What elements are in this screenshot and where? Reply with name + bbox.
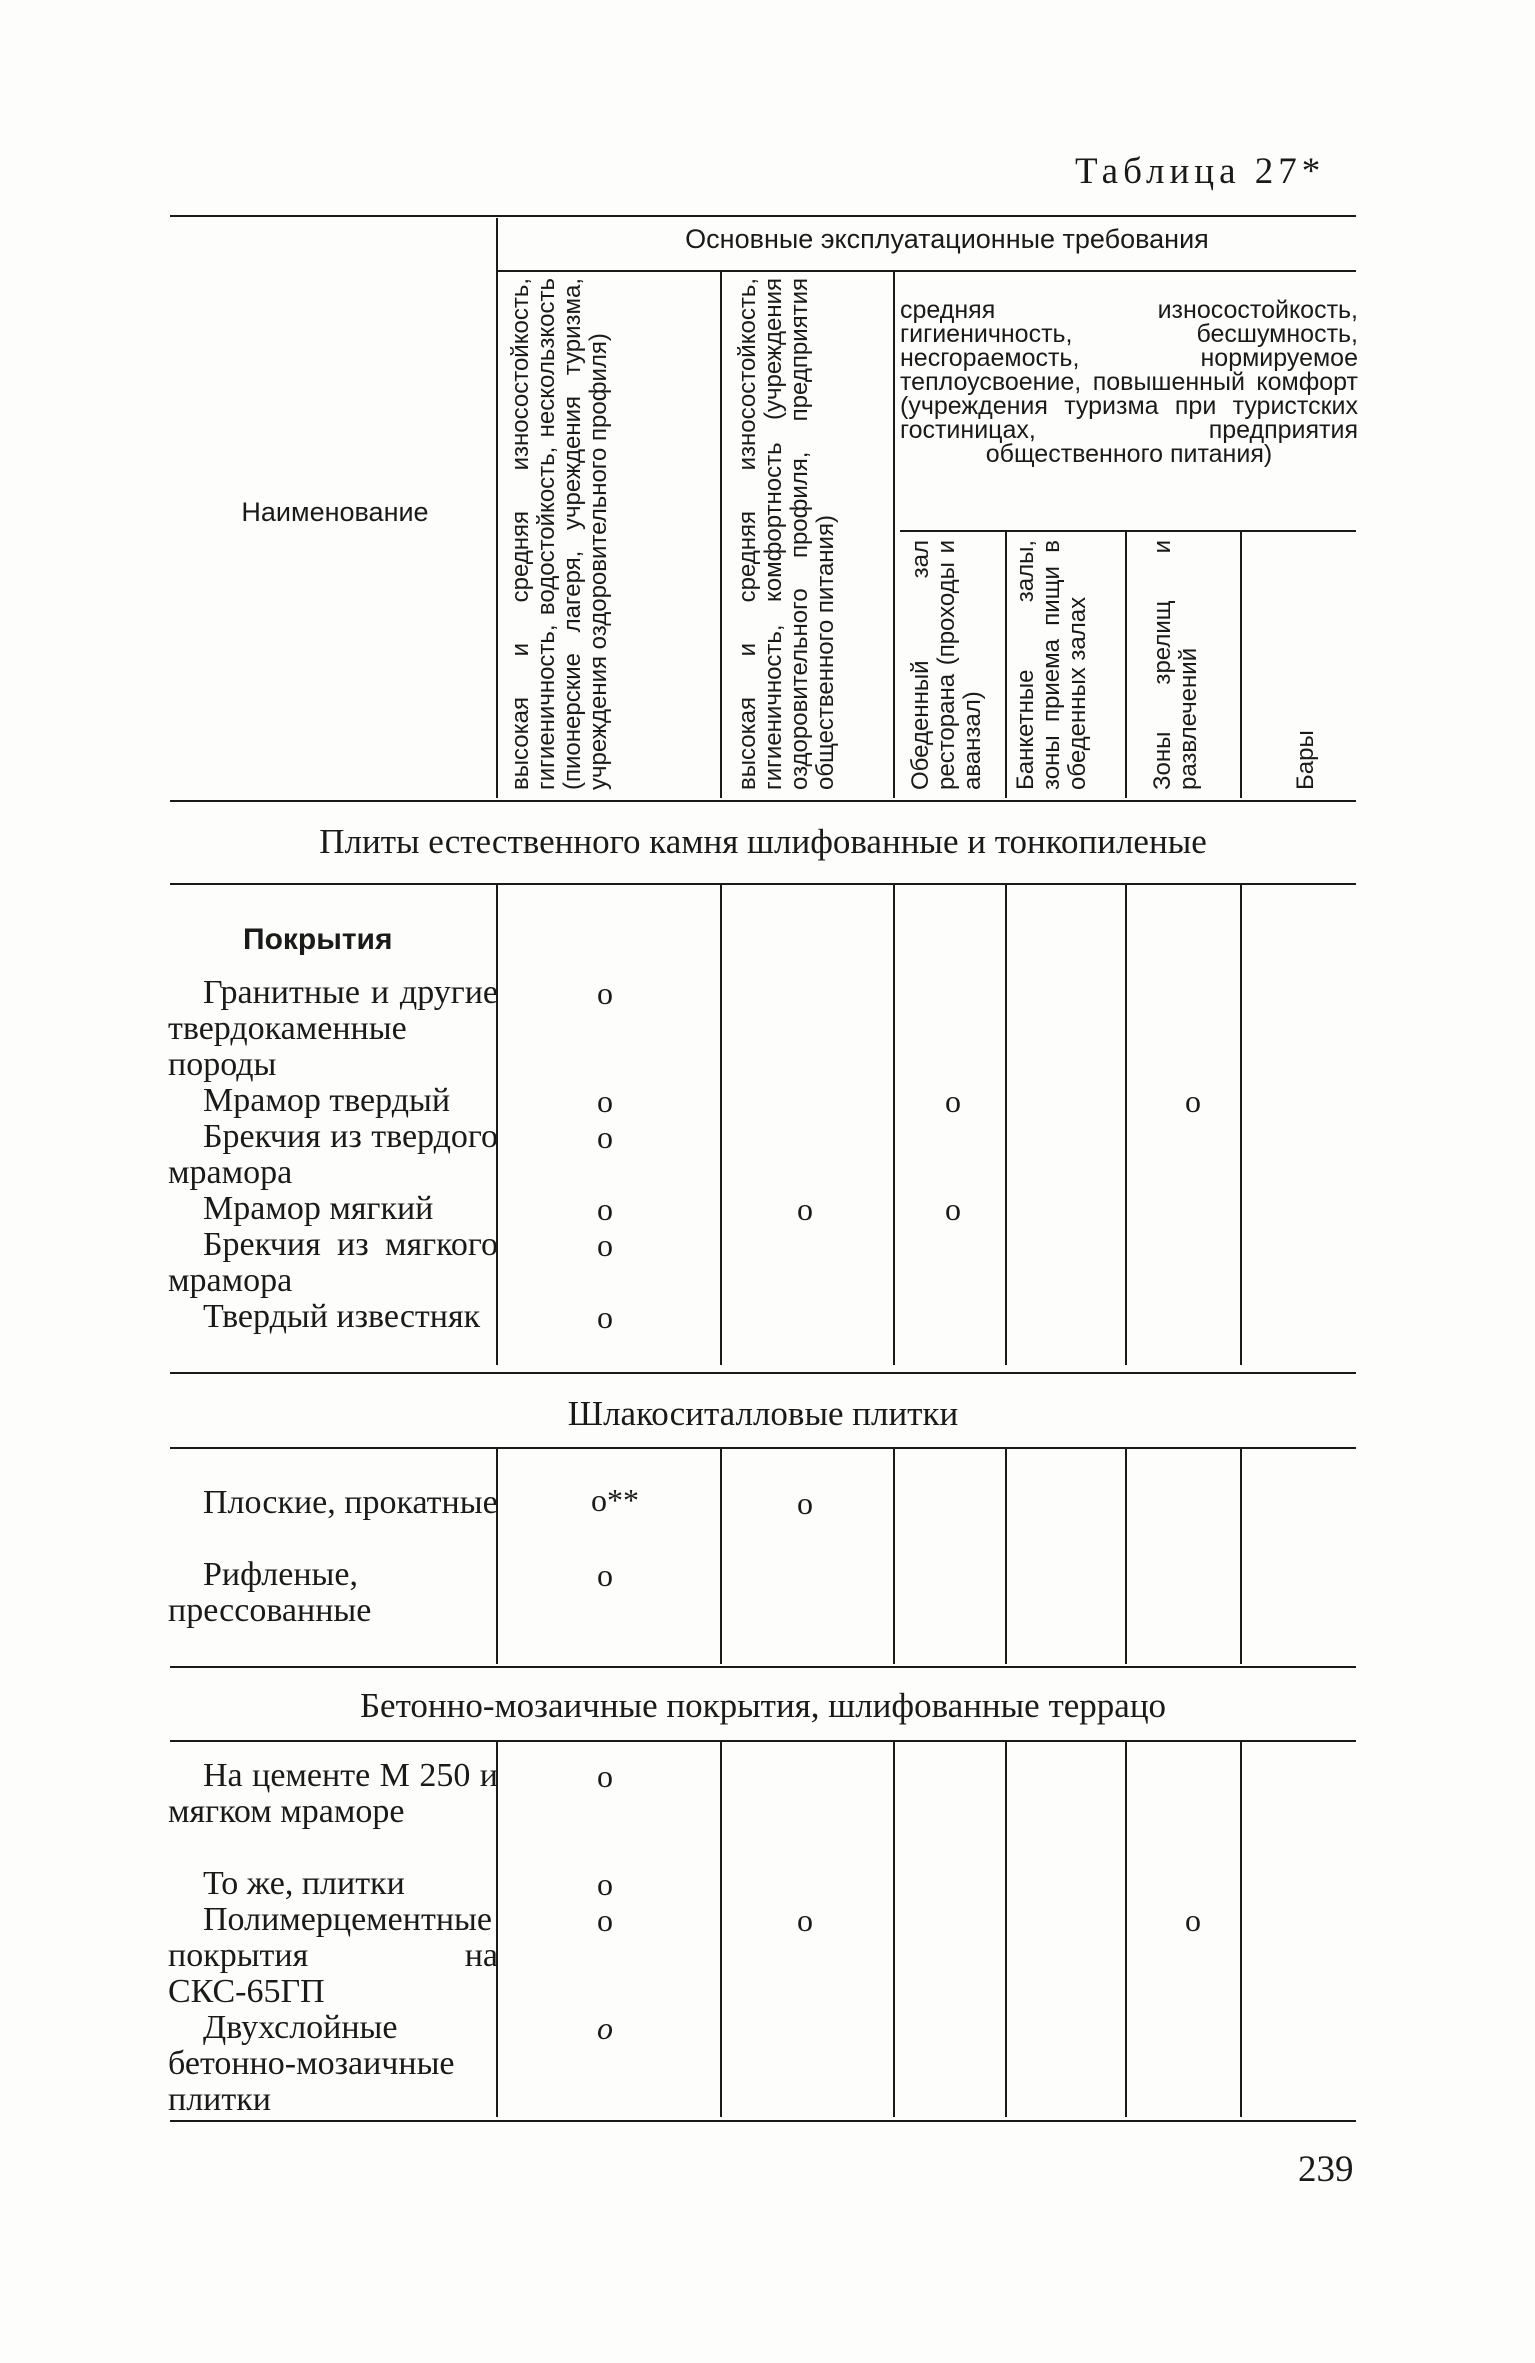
row-name: Брекчия из твердого мрамора	[168, 1118, 498, 1191]
section-rule	[170, 1666, 1356, 1668]
header-sub-banquet-halls: Банкетные залы, зоны приема пищи в обеденных залах	[1012, 540, 1091, 790]
header-sub-entertainment: Зоны зрелищ и развлечений	[1149, 540, 1202, 790]
body-divider	[1240, 885, 1242, 1365]
section-rule	[170, 1372, 1356, 1374]
section-rule	[170, 1740, 1356, 1742]
table-top-rule	[170, 215, 1356, 217]
body-divider	[1005, 885, 1007, 1365]
row-name: Брекчия из мягкого мрамора	[168, 1226, 498, 1299]
row-subheading: Покрытия	[243, 923, 393, 956]
header-divider	[1240, 530, 1242, 798]
header-subgroup: средняя износостойкость, гигиеничность, бесшумность, несгораемость, нормируемое теплоусвоение, повышенный комфорт (учреждения туризма при туристских гостиницах, предприятия общественного питания)	[900, 296, 1358, 468]
body-divider	[1125, 1742, 1127, 2117]
page-number: 239	[1298, 2149, 1354, 2190]
row-mark: о	[1185, 1902, 1201, 1938]
body-divider	[1005, 1449, 1007, 1664]
row-name: Плоские, прокатные	[203, 1484, 498, 1521]
row-mark: о**	[591, 1482, 639, 1518]
row-mark: о	[597, 1119, 613, 1155]
header-sub-bars: Бары	[1292, 730, 1319, 790]
header-col-high-wear-comfort: высокая и средняя износостойкость, гигиеничность, комфортность (учреждения оздоровительного профиля, предприятия общественного питания)	[734, 278, 839, 790]
row-name: Полимерцементные покрытия на СКС-65ГП	[168, 1901, 498, 2010]
row-name: То же, плитки	[203, 1865, 405, 1902]
row-mark: о	[597, 1866, 613, 1902]
header-sub-dining-hall: Обеденный зал ресторана (проходы и аванзал)	[907, 540, 986, 790]
header-main-group: Основные эксплуатационные требования	[685, 224, 1209, 254]
body-divider	[1240, 1742, 1242, 2117]
header-group-rule	[498, 270, 1356, 272]
table-caption: Таблица 27*	[1075, 151, 1326, 192]
body-divider	[720, 885, 722, 1365]
header-subgroup-rule	[900, 530, 1356, 532]
body-divider	[1240, 1449, 1242, 1664]
header-divider	[1125, 530, 1127, 798]
row-mark: о	[945, 1191, 961, 1227]
row-mark: о	[597, 1083, 613, 1119]
body-divider	[1125, 885, 1127, 1365]
body-divider	[893, 885, 895, 1365]
row-mark: о	[597, 1227, 613, 1263]
row-name: На цементе М 250 и мягком мраморе	[168, 1757, 498, 1830]
row-name: Твердый известняк	[203, 1298, 481, 1335]
row-mark: о	[945, 1083, 961, 1119]
body-divider	[720, 1449, 722, 1664]
header-divider	[720, 270, 722, 798]
row-name: Мрамор мягкий	[203, 1190, 434, 1227]
row-name: Гранитные и другие твердокаменные породы	[168, 974, 498, 1083]
section-title: Бетонно-мозаичные покрытия, шлифованные террацо	[359, 1686, 1167, 1725]
row-mark: о	[597, 1299, 613, 1335]
row-mark: о	[597, 1758, 613, 1794]
body-divider	[893, 1742, 895, 2117]
row-name: Рифленые, прессованные	[168, 1556, 372, 1629]
row-mark: о	[597, 1191, 613, 1227]
row-mark: о	[1185, 1083, 1201, 1119]
row-mark: о	[597, 1902, 613, 1938]
body-divider	[720, 1742, 722, 2117]
body-divider	[1005, 1742, 1007, 2117]
row-name: Мрамор твердый	[203, 1082, 451, 1119]
table-bottom-rule	[170, 2120, 1356, 2122]
section-rule	[170, 883, 1356, 885]
row-mark: о	[797, 1485, 813, 1521]
header-divider	[1005, 530, 1007, 798]
header-bottom-rule	[170, 800, 1356, 802]
header-name-column: Наименование	[241, 497, 429, 527]
row-mark: о	[597, 975, 613, 1011]
section-title: Шлакоситалловые плитки	[567, 1394, 959, 1433]
row-mark: о	[597, 2010, 613, 2046]
header-divider	[893, 270, 895, 798]
row-mark: о	[797, 1191, 813, 1227]
header-col-high-wear-water: высокая и средняя износостойкость, гигиеничность, водостойкость, нескользкость (пионерские лагеря, учреждения туризма, учреждения оздоровительного профиля)	[507, 278, 612, 790]
body-divider	[893, 1449, 895, 1664]
section-title: Плиты естественного камня шлифованные и тонкопиленые	[319, 822, 1207, 861]
row-mark: о	[597, 1557, 613, 1593]
section-rule	[170, 1447, 1356, 1449]
body-divider	[1125, 1449, 1127, 1664]
header-divider	[496, 218, 498, 798]
row-mark: о	[797, 1902, 813, 1938]
row-name: Двухслойные бетонно-мозаичные плитки	[168, 2009, 455, 2118]
